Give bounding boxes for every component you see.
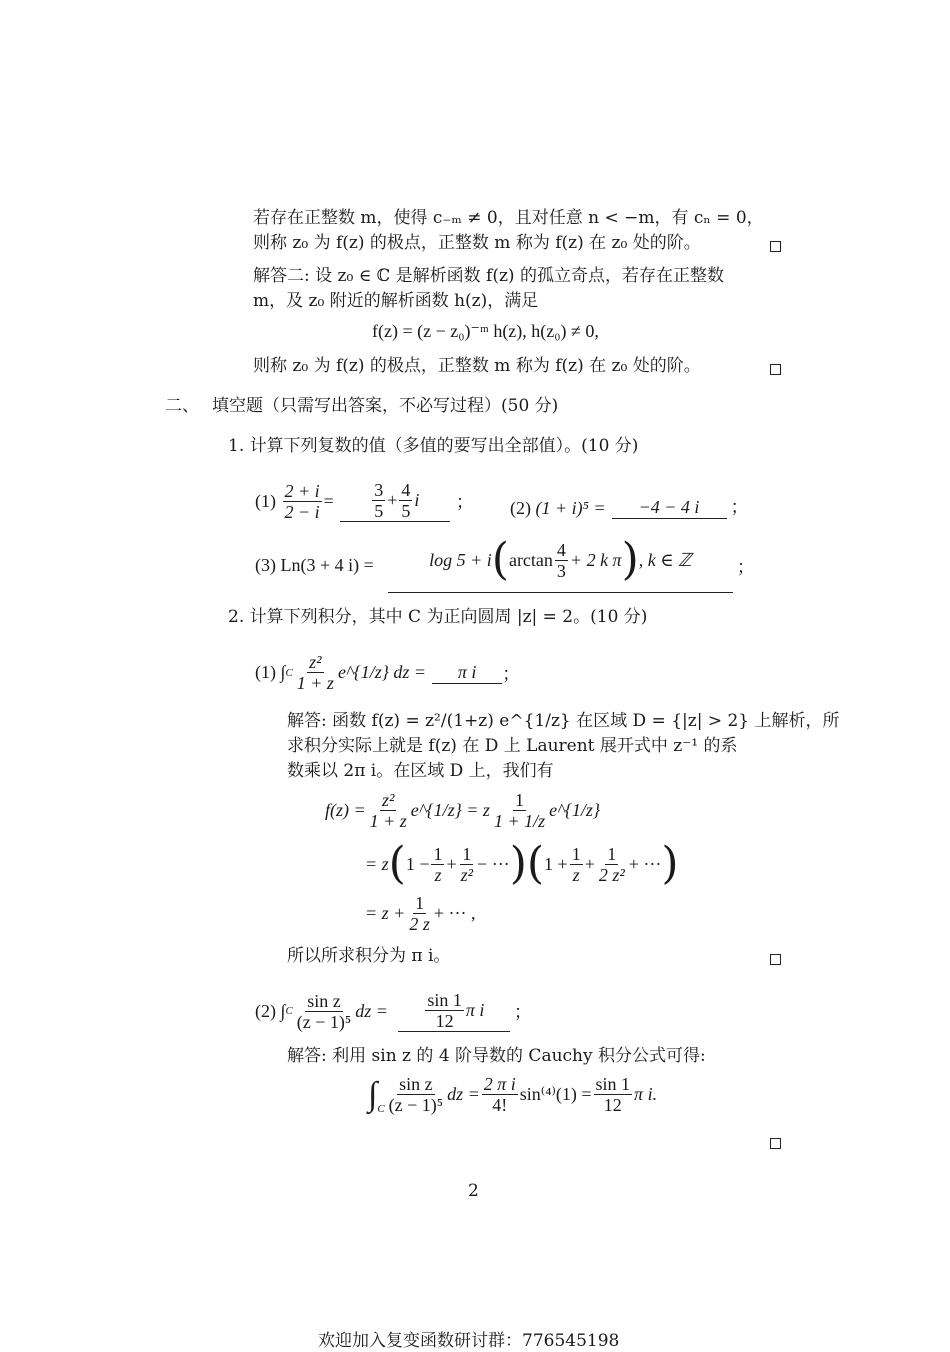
integral-sign: ∫ (280, 662, 286, 682)
page-number: 2 (468, 1181, 479, 1201)
qed-symbol (770, 1134, 781, 1153)
text-line: 所以所求积分为 π i。 (287, 946, 451, 966)
integral-sign: ∫ (280, 1000, 286, 1021)
display-equation: ∫ $_C$ $\frac{\text{sin z}}{\text{(z − 1)⁵}}$ dz = $\frac{\text{2 π i}}{4!}$ sin⁽⁴⁾(1) = $\frac{\sin 1}{12}$ π i. (368, 1074, 658, 1115)
footer-text: 欢迎加入复变函数研讨群：776545198 (318, 1331, 620, 1351)
answer-blank: $\frac{\sin 1}{12}$ π i (398, 990, 510, 1032)
text-line: m，及 z₀ 附近的解析函数 h(z)，满足 (253, 291, 539, 311)
answer-blank: $\frac{3}{5}$ + $\frac{4}{5}$ i (340, 480, 450, 522)
section-number: 二、 (165, 396, 199, 416)
text-line: 求积分实际上就是 f(z) 在 D 上 Laurent 展开式中 z⁻¹ 的系 (287, 736, 738, 756)
qed-symbol (770, 237, 781, 256)
part-label: (2) (255, 1000, 276, 1021)
section-title: 填空题（只需写出答案，不必写过程）(50 分) (212, 396, 559, 416)
qed-symbol (770, 360, 781, 379)
q2-part1: (1) ∫ C $\frac{\text{z²}}{1 + z}$ e^{1/z} dz = π i ； (255, 652, 521, 693)
q1-part2: (2) (1 + i)⁵ = −4 − 4 i ； (510, 497, 749, 518)
text-line: 解答二: 设 z₀ ∈ ℂ 是解析函数 f(z) 的孤立奇点，若存在正整数 (253, 266, 724, 286)
answer-blank: log 5 + i ( arctan $\frac{4}{3}$ + 2 k π ) , k ∈ ℤ (388, 538, 733, 593)
q2-part2: (2) ∫ C $\frac{\text{sin z}}{\text{(z − 1)⁵}}$ dz = $\frac{\sin 1}{12}$ π i ； (255, 990, 532, 1032)
text-line: 数乘以 2π i。在区域 D 上，我们有 (287, 761, 554, 781)
text-line: 则称 z₀ 为 f(z) 的极点，正整数 m 称为 f(z) 在 z₀ 处的阶。 (253, 233, 701, 253)
text-line: 解答: 利用 sin z 的 4 阶导数的 Cauchy 积分公式可得: (287, 1046, 706, 1066)
qed-symbol (770, 950, 781, 969)
derivation-line: = z + $\frac{1}{2 z}$ + ··· , (365, 893, 476, 934)
part-label: (3) (255, 555, 276, 575)
derivation-line: f(z) = $\frac{\text{z²}}{1 + z}$ e^{1/z} = z $\frac{1}{1 + 1/z}$ e^{1/z} (325, 790, 601, 831)
answer-blank: −4 − 4 i (612, 497, 727, 519)
text-line: 若存在正整数 m，使得 c₋ₘ ≠ 0，且对任意 n < −m，有 cₙ = 0， (253, 208, 764, 228)
integral-sign: ∫ (368, 1075, 378, 1113)
answer-blank: π i (432, 662, 502, 684)
question-title: 1. 计算下列复数的值（多值的要写出全部值）。(10 分) (228, 436, 639, 456)
equals: = (323, 490, 334, 511)
q1-part3: (3) Ln(3 + 4 i) = log 5 + i ( arctan $\frac{4}{3}$ + 2 k π ) , k ∈ ℤ ； (255, 538, 755, 593)
text-line: 解答: 函数 f(z) = z²/(1+z) e^{1/z} 在区域 D = {|z| > 2} 上解析，所 (287, 711, 840, 731)
display-equation: f(z) = (z − z₀)⁻ᵐ h(z), h(z₀) ≠ 0, (372, 321, 599, 341)
part-label: (1) (255, 662, 276, 682)
derivation-line: = z ( 1 − $\frac{1}{z}$ + $\frac{1}{\text{z²}}$ − ··· ) ( 1 + $\frac{1}{z}$ + $\frac{1}{\text{2 z²}}$ + ··· ) (365, 838, 679, 889)
part-label: (1) (255, 490, 276, 511)
fraction: $\frac{2 + i}{2 - i}$ (284, 480, 320, 522)
q1-part1: (1) $\frac{2 + i}{2 - i}$ = $\frac{3}{5}$ + $\frac{4}{5}$ i ； (255, 480, 474, 522)
part-label: (2) (510, 498, 531, 518)
text-line: 则称 z₀ 为 f(z) 的极点，正整数 m 称为 f(z) 在 z₀ 处的阶。 (253, 356, 701, 376)
question-title: 2. 计算下列积分，其中 C 为正向圆周 |z| = 2。(10 分) (228, 607, 648, 627)
